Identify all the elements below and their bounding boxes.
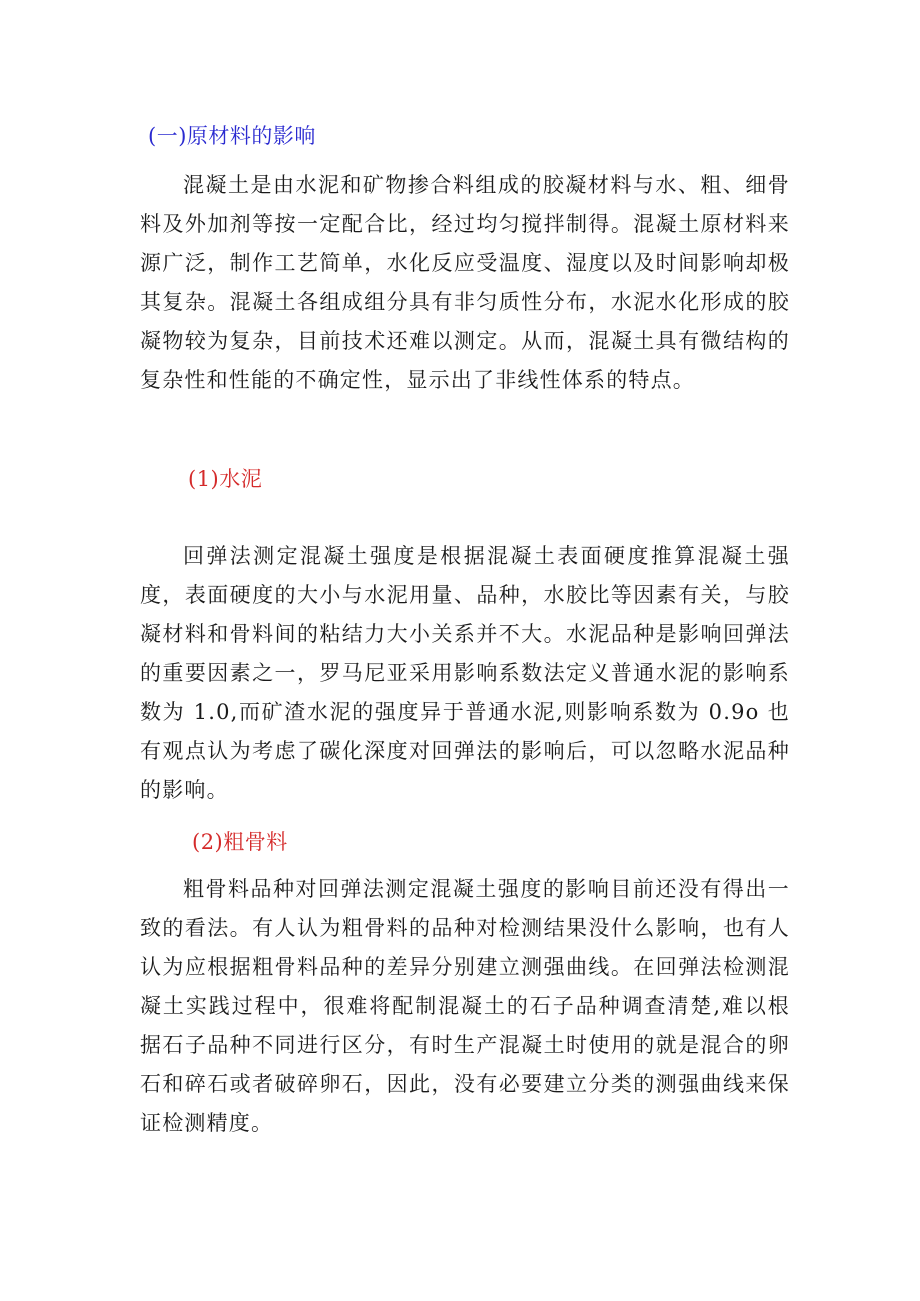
coarse-aggregate-paragraph: 粗骨料品种对回弹法测定混凝土强度的影响目前还没有得出一致的看法。有人认为粗骨料的品种对检测结果没什么影响，也有人认为应根据粗骨料品种的差异分别建立测强曲线。在回弹法检测混凝土实践过程中，很难将配制混凝土的石子品种调查清楚,难以根据石子品种不同进行区分，有时生产混凝土时使用的就是混合的卵石和碎石或者破碎卵石，因此，没有必要建立分类的测强曲线来保证检测精度。 bbox=[140, 877, 790, 1135]
subsection-heading-coarse-aggregate: (2)粗骨料 bbox=[192, 830, 288, 854]
intro-paragraph: 混凝土是由水泥和矿物掺合料组成的胶凝材料与水、粗、细骨料及外加剂等按一定配合比，经过均匀搅拌制得。混凝土原材料来源广泛，制作工艺简单，水化反应受温度、湿度以及时间影响却极其复杂。混凝土各组成组分具有非匀质性分布，水泥水化形成的胶凝物较为复杂，目前技术还难以测定。从而，混凝土具有微结构的复杂性和性能的不确定性，显示出了非线性体系的特点。 bbox=[140, 173, 790, 392]
cement-paragraph: 回弹法测定混凝土强度是根据混凝土表面硬度推算混凝土强度，表面硬度的大小与水泥用量、品种，水胶比等因素有关，与胶凝材料和骨料间的粘结力大小关系并不大。水泥品种是影响回弹法的重要因素之一，罗马尼亚采用影响系数法定义普通水泥的影响系数为 1.0,而矿渣水泥的强度异于普通水泥,则影响系数为 0.9o 也有观点认为考虑了碳化深度对回弹法的影响后，可以忽略水泥品种的影响。 bbox=[140, 544, 790, 802]
section-heading: (一)原材料的影响 bbox=[148, 124, 316, 148]
subsection-heading-cement: (1)水泥 bbox=[188, 467, 263, 491]
